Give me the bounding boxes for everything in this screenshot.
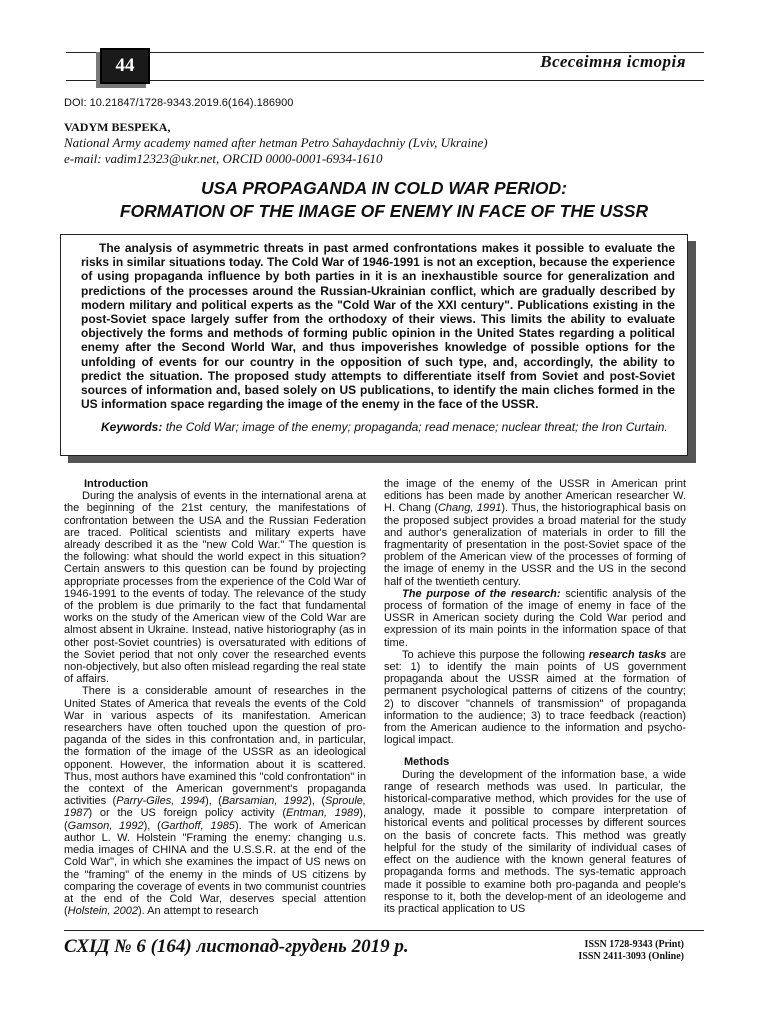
section-heading-methods: Methods — [404, 756, 450, 769]
citation: Sproule, 1987 — [64, 795, 366, 820]
citation: Barsamian, 1992 — [221, 795, 309, 808]
text-run: To achieve this purpose the following — [402, 648, 589, 661]
text-run: are set: 1) to identify the main points of US government propaganda about the USSR aimed at the formation of permanent psychological patterns of citizens of the country; 2) to discover "channels of transmission" of propaganda information to the audience; 3) to trace feedback (reaction) from the American audience to the information and psycho-logical impact. — [384, 648, 686, 747]
article-title-line-2: FORMATION OF THE IMAGE OF ENEMY IN FACE OF THE USSR — [119, 201, 649, 221]
citation: Holstein, 2002 — [67, 905, 138, 918]
text-run: ), ( — [308, 795, 325, 808]
paragraph-tasks — [384, 649, 686, 747]
citation: Chang, 1991 — [437, 502, 502, 515]
body-column-left — [64, 478, 366, 917]
page-number: 44 — [100, 48, 150, 84]
citation: Entman, 1989 — [286, 807, 360, 820]
body-column-right — [384, 478, 686, 915]
tasks-label: research tasks — [588, 648, 667, 661]
footer-issue: СХІД № 6 (164) листопад-грудень 2019 р. — [64, 936, 409, 957]
paragraph: During the development of the information base, a wide range of research methods was used. In particular, the historical-comparative method, which provides for the use of analogy, made it possible to compare interpretation of historical events and political processes by different sources on the basis of concrete facts. This method was greatly helpful for the study of the similarity of individual cases of effect on the audience with the known general features of propaganda forms and methods. The sys-tematic approach made it possible to examine both pro-paganda and people's response to it, both the develop-ment of an ideologeme and its practical application to US — [384, 768, 686, 915]
paragraph — [64, 685, 366, 917]
paragraph-purpose — [384, 588, 686, 649]
keywords — [101, 420, 675, 434]
text-run: the image of the enemy of the USSR in American print editions has been made by another American researcher W. H. Chang ( — [384, 478, 686, 515]
header-rule-bottom — [66, 80, 704, 81]
contact-line: e-mail: vadim12323@ukr.net, ORCID 0000-0001-6934-1610 — [64, 151, 383, 166]
issn-online: ISSN 2411-3093 (Online) — [578, 951, 684, 962]
paragraph — [384, 478, 686, 588]
doi[interactable]: DOI: 10.21847/1728-9343.2019.6(164).186900 — [64, 97, 294, 109]
text-run: ), ( — [143, 819, 161, 832]
text-run: ) or the US foreign policy activity ( — [88, 807, 287, 820]
text-run: scientific analysis of the process of formation of the image of enemy in face of the USSR in American society during the Cold War period and expression of its main points in the information space of that time. — [384, 587, 686, 649]
affiliation-line: National Army academy named after hetman Petro Sahaydachniy (Lviv, Ukraine) — [64, 135, 488, 150]
author-affiliation — [64, 135, 704, 167]
issn-print: ISSN 1728-9343 (Print) — [584, 939, 684, 950]
author-name: VADYM BESPEKA, — [64, 120, 171, 134]
paragraph: During the analysis of events in the international arena at the beginning of the 21st century, the manifestations of confrontation between the USA and the Russian Federation are traced. Political scientists and military experts have already described it as the "new Cold War." The question is the following: what should the world expect in this situation? Certain answers to this question can be found by projecting appropriate processes from the experience of the Cold War of 1946-1991 to the events of today. The relevance of the study of the problem is due primarily to the fact that fundamental works on the study of the American view of the Cold War are almost absent in Ukraine. Instead, native historiography (as in other post-Soviet countries) is oversaturated with editions of the Soviet period that not only cover the researched events non-objectively, but also often mislead regarding the real state of affairs. — [64, 490, 366, 686]
text-run: ). The work of American author L. W. Holstein "Framing the enemy: changing u.s. media images of CHINA and the U.S.S.R. at the end of the Cold War", in which she examines the impact of US news on the "framing" of the enemy in the minds of US citizens by comparing the coverage of events in two communist countries at the end of the Cold War, deserves special attention ( — [64, 819, 366, 918]
spacer — [384, 746, 686, 756]
citation: Gamson, 1992 — [67, 819, 144, 832]
text-run: ). An attempt to research — [138, 905, 259, 918]
keywords-list: the Cold War; image of the enemy; propaganda; read menace; nuclear threat; the Iron Curtain. — [162, 420, 668, 435]
footer-issn — [578, 939, 684, 963]
abstract-box — [60, 234, 688, 456]
purpose-label: The purpose of the research: — [402, 587, 561, 600]
text-run: ), ( — [205, 795, 222, 808]
citation: Garthoff, 1985 — [160, 819, 235, 832]
keywords-label: Keywords: — [101, 420, 163, 435]
citation: Parry-Giles, 1994 — [116, 795, 206, 808]
text-run: ), ( — [64, 807, 366, 832]
journal-name: Всесвітня історія — [540, 52, 686, 71]
section-heading-introduction: Introduction — [84, 478, 149, 490]
article-title-line-1: USA PROPAGANDA IN COLD WAR PERIOD: — [201, 178, 567, 198]
footer-rule — [64, 930, 704, 931]
abstract-text: The analysis of asymmetric threats in past armed confrontations makes it possible to evaluate the risks in similar situations today. The Cold War of 1946-1991 is not an exception, because the experience of using propaganda influence by both parties in it is an inexhaustible source for generalization and predictions of the processes around the Russian-Ukrainian conflict, which are gradually described by modern military and political experts as the "Cold War of the XXI century". Publications existing in the post-Soviet space largely suffer from the orthodoxy of their views. This limits the ability to evaluate objectively the forms and methods of forming public opinion in the United States regarding a political enemy after the Second World War, and thus impoverishes knowledge of possible options for the unfolding of events for our country in the opposition of such type, and, accordingly, the ability to predict the situation. The proposed study attempts to differentiate itself from Soviet and post-Soviet sources of information and, based solely on US publications, to identify the main cliches formed in the US information space regarding the image of the enemy in the face of the USSR. — [81, 241, 675, 412]
text-run: There is a considerable amount of researches in the United States of America that reveals the events of the Cold War in various aspects of its manifestation. American researchers have often touched upon the question of pro-paganda of the sides in this confrontation and, in particular, the formation of the image of the USSR as an ideological opponent. However, the information about it is scattered. Thus, most authors have examined this "cold confrontation" in the context of the American government's propaganda activities ( — [64, 685, 366, 808]
text-run: ). Thus, the historiographical basis on the proposed subject provides a broad material for the study and author's generalization of materials in order to fill the fragmentarity of presentation in the post-Soviet space of the problem of the American view of the processes of forming of the image of enemy in the USSR and the US in the second half of the twentieth century. — [384, 502, 686, 588]
